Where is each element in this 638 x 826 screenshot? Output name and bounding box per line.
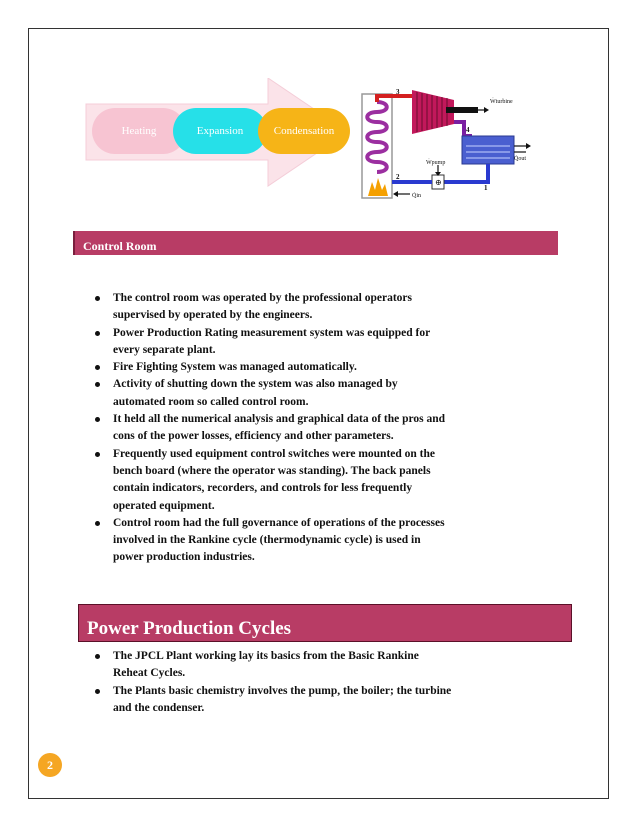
w-turbine-label: Ẇturbine [490, 99, 513, 105]
list-item: Fire Fighting System was managed automatically. [93, 359, 451, 376]
stage-heating: Heating [92, 108, 186, 154]
list-item: Power Production Rating measurement system was equipped for every separate plant. [93, 325, 451, 360]
list-item: The Plants basic chemistry involves the pump, the boiler; the turbine and the condenser. [93, 683, 455, 718]
page-number-badge: 2 [38, 753, 62, 777]
svg-text:⊕: ⊕ [435, 178, 442, 187]
list-item: Control room had the full governance of operations of the processes involved in the Rankine cycle (thermodynamic cycle) is used in power production industries. [93, 515, 451, 567]
list-item: The control room was operated by the professional operators supervised by operated by the engineers. [93, 290, 451, 325]
section-heading-power-production-cycles: Power Production Cycles [78, 604, 572, 642]
list-item: Frequently used equipment control switches were mounted on the bench board (where the operator was standing). The back panels contain indicators, recorders, and controls for less frequently operated equipment. [93, 446, 451, 515]
process-flow-graphic [78, 78, 348, 188]
power-cycles-bullet-list [93, 648, 455, 717]
list-item: It held all the numerical analysis and graphical data of the pros and cons of the power losses, efficiency and other parameters. [93, 411, 451, 446]
list-item: The JPCL Plant working lay its basics from the Basic Rankine Reheat Cycles. [93, 648, 455, 683]
state-4-label: 4 [466, 126, 470, 134]
q-in-label: Q̇in [412, 193, 421, 199]
stage-expansion: Expansion [173, 108, 267, 154]
state-3-label: 3 [396, 88, 400, 96]
stage-condensation: Condensation [258, 108, 350, 154]
condenser-shape [462, 136, 514, 164]
state-1-label: 1 [484, 184, 488, 192]
q-out-label: Q̇out [514, 156, 526, 162]
state-2-label: 2 [396, 173, 400, 181]
list-item: Activity of shutting down the system was also managed by automated room so called control room. [93, 376, 451, 411]
turbine-shaft [446, 107, 478, 113]
section-heading-control-room: Control Room [73, 231, 558, 255]
control-room-bullet-list [93, 290, 451, 567]
w-pump-label: Ẇpump [426, 160, 446, 166]
rankine-cycle-diagram [360, 86, 532, 202]
